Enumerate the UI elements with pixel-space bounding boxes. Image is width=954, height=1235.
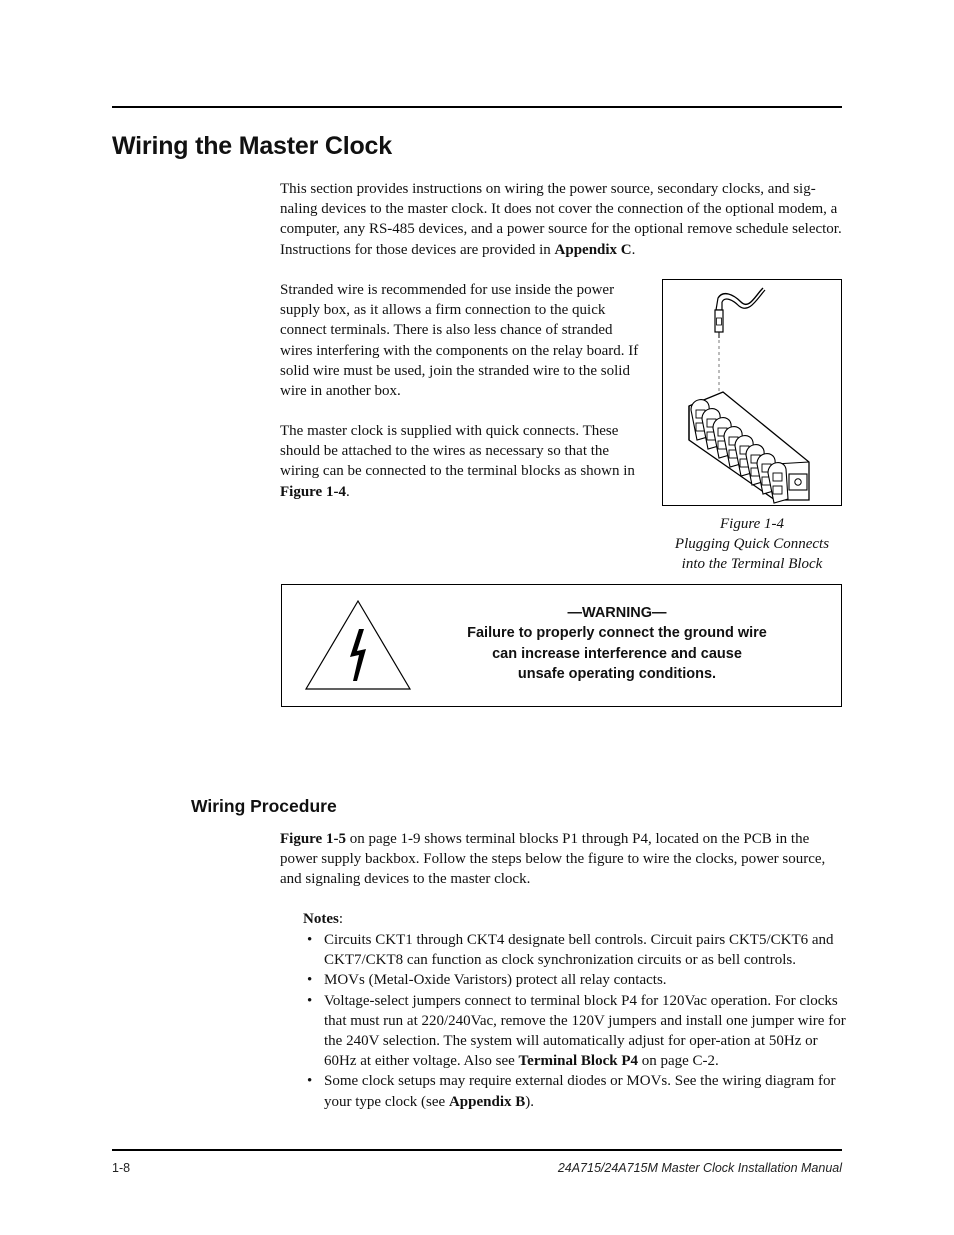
notes-heading [303, 909, 343, 929]
procedure-paragraph [280, 829, 840, 890]
figure-1-4-caption [662, 514, 842, 575]
intro-end: . [631, 241, 636, 258]
list-item [303, 991, 848, 1072]
manual-title: 24A715/24A715M Master Clock Installation Manual [557, 1161, 842, 1175]
notes-colon: : [338, 911, 343, 927]
note-text: Circuits CKT1 through CKT4 designate bell controls. Circuit pairs CKT5/CKT6 and CKT7/CKT8 can function as clock synchronization circuits or as bell controls. [324, 932, 834, 969]
warning-heading: —WARNING— [567, 605, 667, 621]
note-text-after: on page C-2. [637, 1053, 719, 1070]
figure-1-4-box [662, 279, 842, 506]
figure-caption-line1: Plugging Quick Connects [674, 536, 830, 553]
warning-box [281, 584, 842, 707]
note-text: MOVs (Metal-Oxide Varistors) protect all relay contacts. [324, 972, 667, 989]
warning-line3: unsafe operating conditions. [517, 665, 717, 682]
appendix-c-ref: Appendix C [554, 241, 632, 258]
wiring-procedure-heading: Wiring Procedure [191, 796, 337, 816]
terminal-block-illustration [663, 280, 841, 505]
procedure-text: on page 1-9 shows terminal blocks P1 through P4, located on the PCB in the power supply backbox. Follow the steps below the figure to wire the clocks, power source, and signaling devices to the master clock. [280, 831, 826, 888]
page-title: Wiring the Master Clock [112, 132, 392, 160]
warning-line1: Failure to properly connect the ground wire [467, 625, 767, 642]
list-item [303, 970, 848, 990]
page-number: 1-8 [112, 1161, 131, 1175]
quick-connects-text: The master clock is supplied with quick connects. These should be attached to the wires as necessary so that the wiring can be connected to the terminal blocks as shown in [280, 423, 635, 480]
notes-label: Notes [303, 911, 339, 927]
intro-text: This section provides instructions on wiring the power source, secondary clocks, and sig-naling devices to the master clock. It does not cover the connection of the optional modem, a computer, any RS-485 devices, and a power source for the optional remove schedule selector. Instructions for those devices are provided in [280, 181, 842, 258]
warning-line2: can increase interference and cause [492, 645, 742, 662]
quick-connects-end: . [345, 483, 350, 500]
warning-text [432, 603, 802, 684]
footer-rule [112, 1149, 842, 1151]
wire-connector-icon [715, 288, 765, 398]
notes-list [303, 930, 848, 1112]
figure-1-4-ref: Figure 1-4 [280, 483, 346, 500]
note-text-after: ). [525, 1093, 534, 1110]
list-item [303, 1071, 848, 1111]
quick-connects-paragraph [280, 421, 644, 502]
figure-number: Figure 1-4 [719, 516, 784, 532]
terminal-block-icon [689, 392, 809, 503]
intro-paragraph [280, 179, 845, 260]
terminal-block-p4-ref: Terminal Block P4 [518, 1053, 638, 1070]
appendix-b-ref: Appendix B [448, 1093, 526, 1110]
header-rule [112, 106, 842, 108]
figure-1-5-ref: Figure 1-5 [280, 831, 346, 847]
figure-caption-line2: into the Terminal Block [681, 556, 823, 573]
stranded-wire-paragraph: Stranded wire is recommended for use inside the power supply box, as it allows a firm connection to the quick connect terminals. There is also less chance of stranded wires interfering with the components on the relay board. If solid wire must be used, join the stranded wire to the solid wire in another box. [280, 282, 639, 400]
list-item [303, 930, 848, 970]
note-text: Voltage-select jumpers connect to terminal block P4 for 120Vac operation. For clocks that must run at 220/240Vac, remove the 120V jumpers and install one jumper wire for the 240V selection. The system will automatically adjust for oper-ation at 50Hz or 60Hz at either voltage. Also see [324, 992, 846, 1070]
electric-hazard-icon [304, 599, 412, 691]
note-text: Some clock setups may require external diodes or MOVs. See the wiring diagram for your type clock (see [324, 1073, 836, 1110]
